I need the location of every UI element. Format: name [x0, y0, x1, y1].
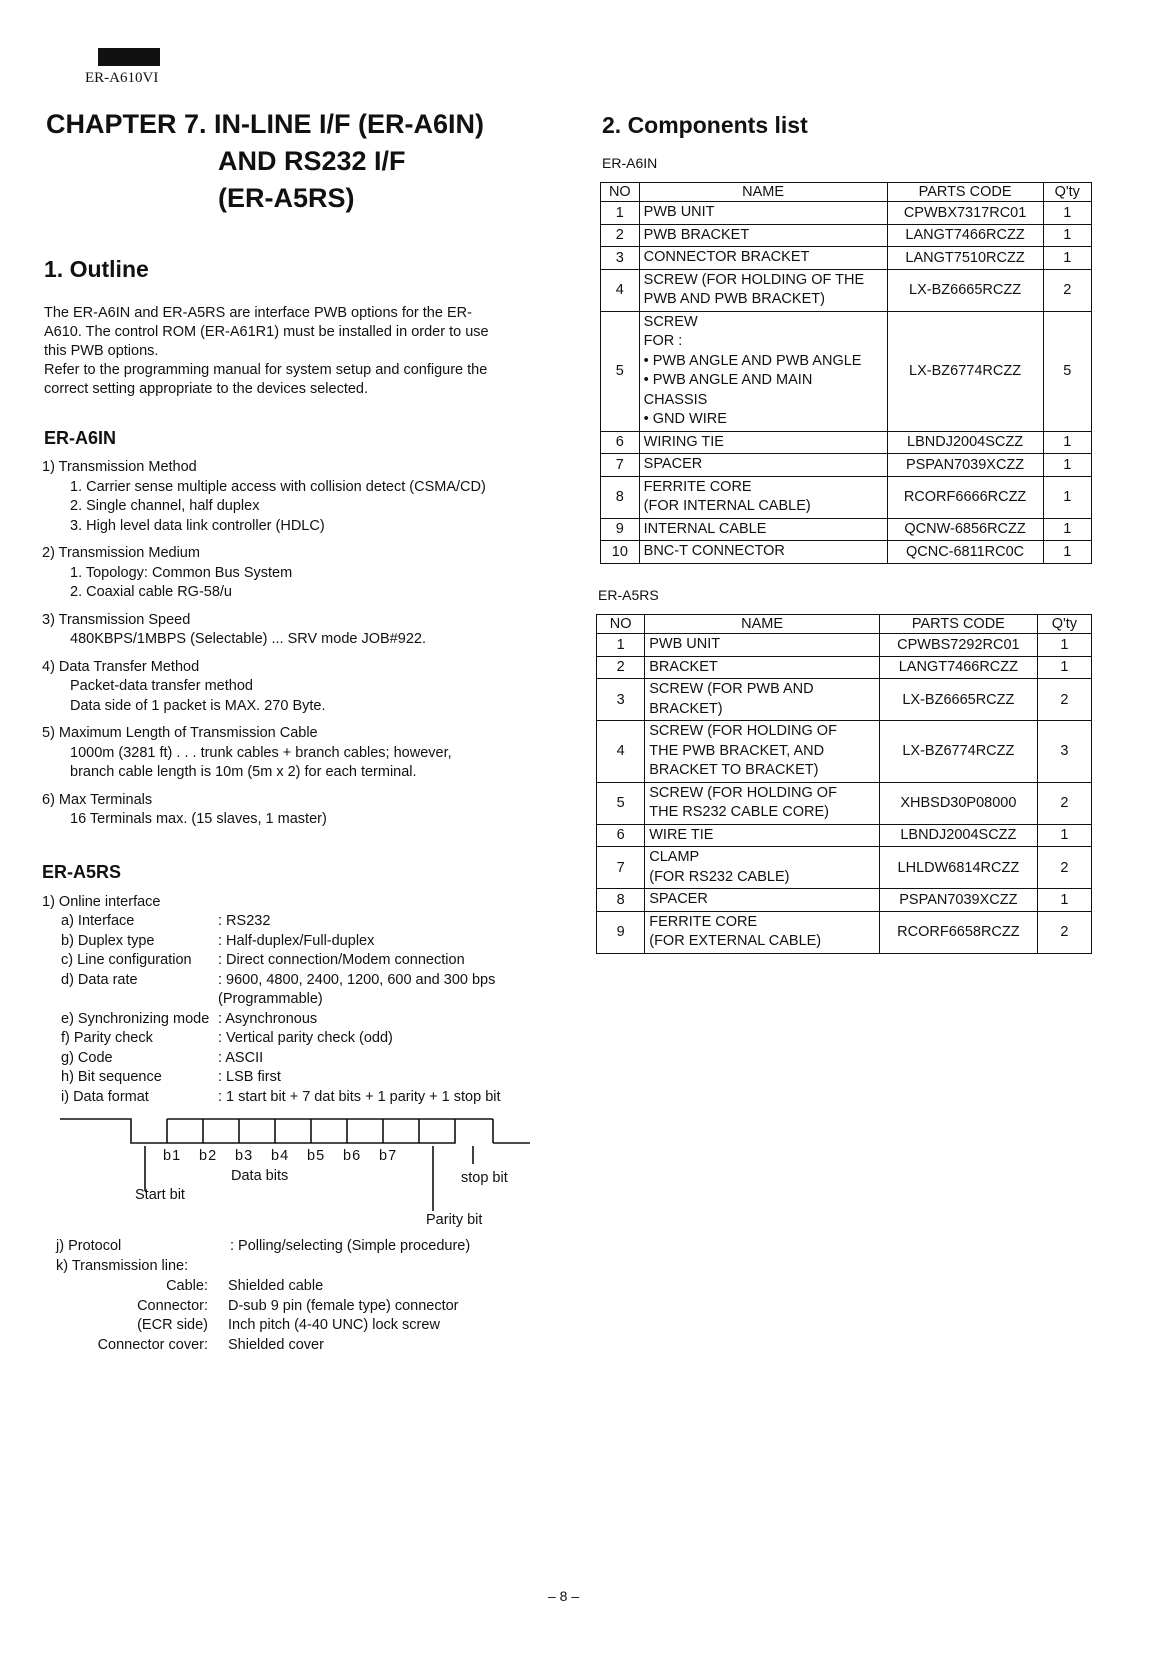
row-number: 8 [601, 476, 640, 518]
outline-heading: 1. Outline [44, 256, 149, 282]
table-row [601, 311, 1092, 431]
transmission-line-specs [56, 1278, 576, 1356]
quantity: 5 [1043, 311, 1091, 431]
part-name-line: (FOR INTERNAL CABLE) [643, 498, 811, 514]
row-number: 2 [601, 224, 640, 247]
part-code: LX-BZ6774RCZZ [879, 721, 1037, 783]
era6in-item-label: 6) Max Terminals [42, 791, 153, 808]
era5rs-spec-key: e) Synchronizing mode [61, 1010, 210, 1027]
part-name-line: SCREW (FOR PWB AND [649, 681, 814, 697]
quantity: 1 [1037, 656, 1091, 679]
table-header-cell: NO [597, 615, 645, 634]
bit-label: b4 [271, 1148, 290, 1164]
transmission-key: Cable: [166, 1278, 208, 1294]
era5rs-spec-value: (Programmable) [218, 991, 323, 1007]
part-name-line: SCREW (FOR HOLDING OF [649, 723, 837, 739]
era6in-item [42, 658, 562, 717]
era5rs-spec-row [61, 1050, 581, 1070]
era5rs-spec-row [61, 913, 581, 933]
part-code: LX-BZ6774RCZZ [887, 311, 1043, 431]
transmission-key: Connector cover: [97, 1336, 208, 1353]
part-code: LANGT7466RCZZ [887, 224, 1043, 247]
table-header-row [597, 615, 1092, 634]
table-row [597, 656, 1092, 679]
part-code: RCORF6658RCZZ [879, 911, 1037, 953]
era6in-item [42, 458, 562, 536]
transmission-row [56, 1337, 576, 1357]
row-number: 6 [597, 824, 645, 847]
era6in-item-detail: 3. High level data link controller (HDLC) [70, 517, 325, 534]
parity-bit-label: Parity bit [426, 1212, 483, 1228]
part-code: QCNW-6856RCZZ [887, 518, 1043, 541]
era5rs-spec-row [61, 952, 581, 972]
part-name [639, 311, 887, 431]
row-number: 6 [601, 431, 640, 454]
part-name [645, 889, 880, 912]
table-row [601, 431, 1092, 454]
era6in-item-label: 1) Transmission Method [42, 459, 197, 475]
era6in-item-detail: 480KBPS/1MBPS (Selectable) ... SRV mode JOB#922. [70, 631, 426, 647]
bit-label: b1 [163, 1148, 182, 1164]
bit-label: b6 [343, 1148, 362, 1164]
transmission-value: Shielded cable [228, 1278, 324, 1294]
quantity: 1 [1043, 247, 1091, 270]
table-row [601, 541, 1092, 564]
era5rs-spec-key: h) Bit sequence [61, 1069, 162, 1085]
part-name-line: PWB UNIT [649, 636, 721, 652]
row-number: 1 [601, 202, 640, 225]
table-row [601, 224, 1092, 247]
era6in-item-detail: 1000m (3281 ft) . . . trunk cables + branch cables; however, [70, 744, 452, 761]
part-name [639, 202, 887, 225]
era6in-item-detail: Packet-data transfer method [70, 678, 253, 694]
row-number: 4 [597, 721, 645, 783]
quantity: 1 [1043, 518, 1091, 541]
part-name [639, 431, 887, 454]
part-name-line: SPACER [643, 456, 703, 472]
era6in-spec-list [42, 458, 562, 830]
era6in-item-label: 5) Maximum Length of Transmission Cable [42, 725, 318, 741]
table-row [597, 911, 1092, 953]
part-name-line: SPACER [649, 891, 708, 907]
era5rs-spec-value: : ASCII [218, 1049, 264, 1066]
era6in-item-detail: 1. Carrier sense multiple access with collision detect (CSMA/CD) [70, 478, 486, 495]
era5rs-spec-key: i) Data format [61, 1088, 149, 1105]
era6in-item-detail: Data side of 1 packet is MAX. 270 Byte. [70, 697, 326, 714]
quantity: 2 [1043, 269, 1091, 311]
row-number: 7 [601, 454, 640, 477]
table-row [597, 889, 1092, 912]
part-name-line: THE PWB BRACKET, AND [649, 742, 825, 759]
part-code: LBNDJ2004SCZZ [879, 824, 1037, 847]
chapter-title-line-2: AND RS232 I/F [218, 146, 406, 176]
era5rs-spec-value: : Direct connection/Modem connection [218, 952, 465, 968]
era6in-heading: ER-A6IN [44, 428, 117, 448]
row-number: 4 [601, 269, 640, 311]
part-name [645, 824, 880, 847]
era5rs-spec-row [61, 1089, 581, 1109]
outline-paragraph-line: The ER-A6IN and ER-A5RS are interface PWB options for the ER- [44, 305, 472, 321]
part-code: RCORF6666RCZZ [887, 476, 1043, 518]
transmission-value: D-sub 9 pin (female type) connector [228, 1297, 459, 1314]
model-number: ER-A610VI [85, 70, 159, 86]
chapter-title [46, 106, 484, 217]
part-name-line: BNC-T CONNECTOR [643, 543, 785, 559]
part-name-line: INTERNAL CABLE [643, 520, 767, 537]
row-number: 10 [601, 541, 640, 564]
part-name-line: WIRE TIE [649, 826, 714, 843]
table-row [601, 476, 1092, 518]
outline-paragraph-line: Refer to the programming manual for system setup and configure the [44, 362, 488, 378]
row-number: 9 [597, 911, 645, 953]
era5rs-spec-key: b) Duplex type [61, 932, 155, 949]
part-name-line: BRACKET TO BRACKET) [649, 762, 819, 778]
quantity: 1 [1043, 541, 1091, 564]
part-name-line: BRACKET) [649, 700, 723, 717]
era5rs-spec-value: : Vertical parity check (odd) [218, 1030, 393, 1046]
part-code: PSPAN7039XCZZ [879, 889, 1037, 912]
table-a-label: ER-A6IN [602, 155, 658, 171]
era5rs-spec-value: : Half-duplex/Full-duplex [218, 932, 375, 949]
quantity: 1 [1037, 824, 1091, 847]
transmission-key: (ECR side) [137, 1317, 208, 1333]
part-code: LX-BZ6665RCZZ [887, 269, 1043, 311]
era5rs-spec-row [61, 972, 581, 992]
row-number: 2 [597, 656, 645, 679]
era6in-item-label: 4) Data Transfer Method [42, 658, 200, 675]
table-header-cell: Q'ty [1037, 615, 1091, 634]
table-header-row [601, 183, 1092, 202]
table-row [597, 679, 1092, 721]
part-code: LBNDJ2004SCZZ [887, 431, 1043, 454]
part-code: LX-BZ6665RCZZ [879, 679, 1037, 721]
quantity: 3 [1037, 721, 1091, 783]
part-code: QCNC-6811RC0C [887, 541, 1043, 564]
part-code: CPWBS7292RC01 [879, 634, 1037, 657]
part-name [639, 224, 887, 247]
part-code: PSPAN7039XCZZ [887, 454, 1043, 477]
era6in-item [42, 791, 562, 830]
quantity: 2 [1037, 782, 1091, 824]
table-row [597, 847, 1092, 889]
part-name-line: THE RS232 CABLE CORE) [649, 804, 829, 820]
row-number: 8 [597, 889, 645, 912]
era5rs-spec-row [61, 991, 581, 1011]
components-heading: 2. Components list [602, 112, 808, 138]
table-row [601, 202, 1092, 225]
page-number: – 8 – [548, 1588, 580, 1604]
quantity: 2 [1037, 847, 1091, 889]
table-row [597, 824, 1092, 847]
part-name-line: SCREW (FOR HOLDING OF THE [643, 271, 865, 288]
part-name-line: SCREW (FOR HOLDING OF [649, 784, 837, 801]
part-name-line: (FOR EXTERNAL CABLE) [649, 933, 822, 949]
protocol-key: j) Protocol [56, 1238, 122, 1254]
quantity: 1 [1043, 224, 1091, 247]
table-header-cell: NO [601, 183, 640, 202]
era5rs-spec-value: : 1 start bit + 7 dat bits + 1 parity + 1 stop bit [218, 1088, 501, 1105]
part-name [639, 518, 887, 541]
part-name [639, 269, 887, 311]
era6in-item-detail: branch cable length is 10m (5m x 2) for each terminal. [70, 764, 417, 780]
table-header-cell: PARTS CODE [887, 183, 1043, 202]
components-table-era5rs [596, 614, 1092, 954]
transmission-value: Inch pitch (4-40 UNC) lock screw [228, 1317, 440, 1333]
part-name-line: FERRITE CORE [649, 913, 758, 930]
part-name [645, 847, 880, 889]
part-name-line: PWB AND PWB BRACKET) [643, 291, 825, 307]
era5rs-spec-value: : LSB first [218, 1069, 281, 1085]
part-name [645, 782, 880, 824]
row-number: 9 [601, 518, 640, 541]
era6in-item-label: 2) Transmission Medium [42, 545, 200, 561]
row-number: 3 [601, 247, 640, 270]
stop-bit-label: stop bit [461, 1170, 508, 1186]
part-name-line: CHASSIS [643, 391, 708, 408]
era5rs-spec-value: : 9600, 4800, 2400, 1200, 600 and 300 bps [218, 971, 496, 988]
era5rs-heading: ER-A5RS [42, 862, 122, 882]
table-row [597, 721, 1092, 783]
transmission-key: Connector: [137, 1297, 208, 1314]
quantity: 1 [1043, 454, 1091, 477]
table-header-cell: NAME [645, 615, 880, 634]
era5rs-spec-key: f) Parity check [61, 1030, 153, 1046]
part-name [645, 656, 880, 679]
start-bit-label: Start bit [135, 1187, 185, 1203]
components-table-era6in [600, 182, 1092, 564]
era5rs-spec-key: a) Interface [61, 913, 135, 929]
part-name [639, 247, 887, 270]
part-name-line: WIRING TIE [643, 433, 724, 450]
bit-label: b7 [379, 1148, 398, 1164]
part-name-line: CLAMP [649, 849, 700, 865]
header-black-bar [98, 48, 160, 66]
part-code: LANGT7466RCZZ [879, 656, 1037, 679]
era6in-item [42, 611, 562, 650]
quantity: 2 [1037, 911, 1091, 953]
era5rs-spec-row [61, 933, 581, 953]
transmission-row [56, 1298, 576, 1318]
row-number: 5 [601, 311, 640, 431]
chapter-title-line-1: CHAPTER 7. IN-LINE I/F (ER-A6IN) [46, 109, 485, 139]
era6in-item [42, 544, 562, 603]
part-code: LANGT7510RCZZ [887, 247, 1043, 270]
table-row [597, 634, 1092, 657]
table-header-cell: NAME [639, 183, 887, 202]
part-code: LHLDW6814RCZZ [879, 847, 1037, 889]
era6in-item-detail: 16 Terminals max. (15 slaves, 1 master) [70, 811, 327, 827]
part-name [645, 634, 880, 657]
part-name [639, 541, 887, 564]
era6in-item-detail: 2. Coaxial cable RG-58/u [70, 584, 232, 600]
table-row [601, 454, 1092, 477]
quantity: 1 [1043, 202, 1091, 225]
outline-paragraph-line: this PWB options. [44, 343, 159, 359]
outline-paragraph-line: correct setting appropriate to the devices selected. [44, 381, 369, 397]
table-b-label: ER-A5RS [598, 587, 659, 603]
transmission-value: Shielded cover [228, 1336, 324, 1353]
era5rs-spec-table [61, 913, 581, 1108]
transmission-row [56, 1278, 576, 1298]
part-name [645, 679, 880, 721]
part-name-line: FOR : [643, 333, 683, 349]
table-row [601, 247, 1092, 270]
row-number: 7 [597, 847, 645, 889]
outline-paragraph [44, 304, 544, 399]
part-name [645, 721, 880, 783]
quantity: 1 [1037, 889, 1091, 912]
transmission-row [56, 1317, 576, 1337]
part-name-line: • GND WIRE [643, 411, 727, 427]
part-name [639, 476, 887, 518]
part-code: CPWBX7317RC01 [887, 202, 1043, 225]
era5rs-spec-key: d) Data rate [61, 971, 138, 988]
part-name-line: PWB UNIT [643, 204, 715, 220]
transmission-line-label: k) Transmission line: [56, 1258, 189, 1274]
bit-label: b2 [199, 1148, 218, 1164]
era5rs-spec-row [61, 1069, 581, 1089]
part-name-line: FERRITE CORE [643, 478, 752, 495]
table-row [601, 518, 1092, 541]
chapter-title-line-3: (ER-A5RS) [218, 183, 355, 213]
row-number: 3 [597, 679, 645, 721]
quantity: 2 [1037, 679, 1091, 721]
protocol-row [56, 1238, 576, 1258]
part-name-line: • PWB ANGLE AND MAIN [643, 372, 813, 388]
row-number: 5 [597, 782, 645, 824]
part-name-line: SCREW [643, 313, 698, 330]
table-header-cell: Q'ty [1043, 183, 1091, 202]
part-name-line: CONNECTOR BRACKET [643, 249, 810, 265]
row-number: 1 [597, 634, 645, 657]
era5rs-spec-key: g) Code [61, 1049, 113, 1066]
table-row [601, 269, 1092, 311]
era5rs-online-label: 1) Online interface [42, 894, 161, 910]
part-name-line: BRACKET [649, 658, 718, 675]
outline-paragraph-line: A610. The control ROM (ER-A61R1) must be installed in order to use [44, 324, 489, 340]
table-header-cell: PARTS CODE [879, 615, 1037, 634]
era5rs-spec-value: : RS232 [218, 913, 271, 929]
part-name [639, 454, 887, 477]
data-bits-label: Data bits [231, 1168, 289, 1184]
era6in-item-detail: 2. Single channel, half duplex [70, 498, 260, 514]
part-name [645, 911, 880, 953]
table-row [597, 782, 1092, 824]
era5rs-spec-key: c) Line configuration [61, 952, 192, 968]
part-name-line: PWB BRACKET [643, 226, 750, 243]
protocol-value: : Polling/selecting (Simple procedure) [230, 1238, 471, 1254]
bit-label: b3 [235, 1148, 254, 1164]
bit-label: b5 [307, 1148, 326, 1164]
part-name-line: • PWB ANGLE AND PWB ANGLE [643, 352, 862, 369]
quantity: 1 [1037, 634, 1091, 657]
era6in-item [42, 724, 562, 783]
era6in-item-detail: 1. Topology: Common Bus System [70, 564, 293, 581]
part-name-line: (FOR RS232 CABLE) [649, 868, 790, 885]
quantity: 1 [1043, 476, 1091, 518]
part-code: XHBSD30P08000 [879, 782, 1037, 824]
era5rs-spec-row [61, 1030, 581, 1050]
era6in-item-label: 3) Transmission Speed [42, 611, 191, 628]
signal-waveform [60, 1119, 493, 1143]
era5rs-spec-row [61, 1011, 581, 1031]
quantity: 1 [1043, 431, 1091, 454]
era5rs-spec-value: : Asynchronous [218, 1010, 318, 1027]
